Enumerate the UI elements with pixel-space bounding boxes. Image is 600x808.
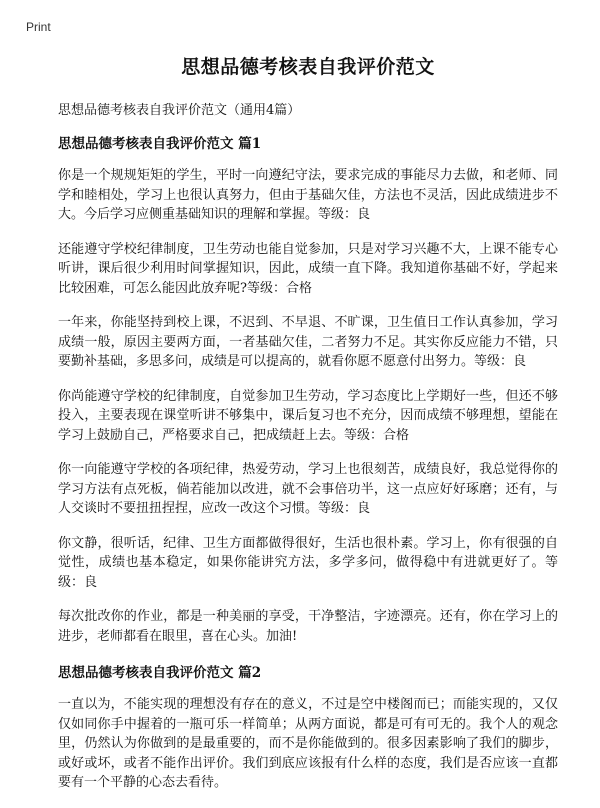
document-title: 思想品德考核表自我评价范文 [181, 56, 435, 78]
print-link[interactable]: Print [26, 20, 51, 34]
paragraph: 每次批改你的作业，都是一种美丽的享受，干净整洁，字迹漂亮。还有，你在学习上的进步，老师都看在眼里，喜在心头。加油! [58, 609, 558, 644]
section-1 [58, 132, 558, 646]
paragraph: 你是一个规规矩矩的学生，平时一向遵纪守法，要求完成的事能尽力去做，和老师、同学和睦相处，学习上也很认真努力，但由于基础欠佳，方法也不灵活，因此成绩进步不大。今后学习应侧重基础知识的理解和掌握。等级：良 [58, 168, 558, 222]
section-heading: 思想品德考核表自我评价范文 篇2 [58, 665, 262, 681]
section-2 [58, 661, 558, 793]
paragraph: 还能遵守学校纪律制度，卫生劳动也能自觉参加，只是对学习兴趣不大，上课不能专心听讲，课后很少利用时间掌握知识，因此，成绩一直下降。我知道你基础不好，学起来比较困难，可怎么能因此放弃呢?等级：合格 [58, 241, 558, 296]
document-body [58, 52, 558, 808]
document-subtitle: 思想品德考核表自我评价范文（通用4篇） [58, 103, 301, 118]
paragraph: 一直以为，不能实现的理想没有存在的意义，不过是空中楼阁而已；而能实现的，又仅仅如同你手中握着的一瓶可乐一样简单；从两方面说，都是可有可无的。我个人的观念里，仍然认为你做到的是最重要的，而不是你能做到的。很多因素影响了我们的脚步，或好或坏，或者不能作出评价。我们到底应该报有什么样的态度，我们是否应该一直都要有一个平静的心态去看待。 [58, 697, 558, 790]
section-heading: 思想品德考核表自我评价范文 篇1 [58, 136, 262, 152]
paragraph: 你一向能遵守学校的各项纪律，热爱劳动，学习上也很刻苦，成绩良好，我总觉得你的学习方法有点死板，倘若能加以改进，就不会事倍功半，这一点应好好琢磨；还有，与人交谈时不要扭扭捏捏，应改一改这个习惯。等级：良 [58, 462, 558, 516]
paragraph: 你文静，很听话，纪律、卫生方面都做得很好，生活也很朴素。学习上，你有很强的自觉性，成绩也基本稳定，如果你能讲究方法，多学多问，做得稳中有进就更好了。等级：良 [58, 535, 558, 590]
paragraph: 你尚能遵守学校的纪律制度，自觉参加卫生劳动，学习态度比上学期好一些，但还不够投入，主要表现在课堂听讲不够集中，课后复习也不充分，因而成绩不够理想，望能在学习上鼓励自己，严格要求自己，把成绩赶上去。等级：合格 [58, 388, 558, 443]
paragraph: 一年来，你能坚持到校上课，不迟到、不早退、不旷课，卫生值日工作认真参加，学习成绩一般，原因主要两方面，一者基础欠佳，二者努力不足。其实你反应能力不错，只要勤补基础，多思多问，成绩是可以提高的，就看你愿不愿意付出努力。等级：良 [58, 315, 558, 369]
